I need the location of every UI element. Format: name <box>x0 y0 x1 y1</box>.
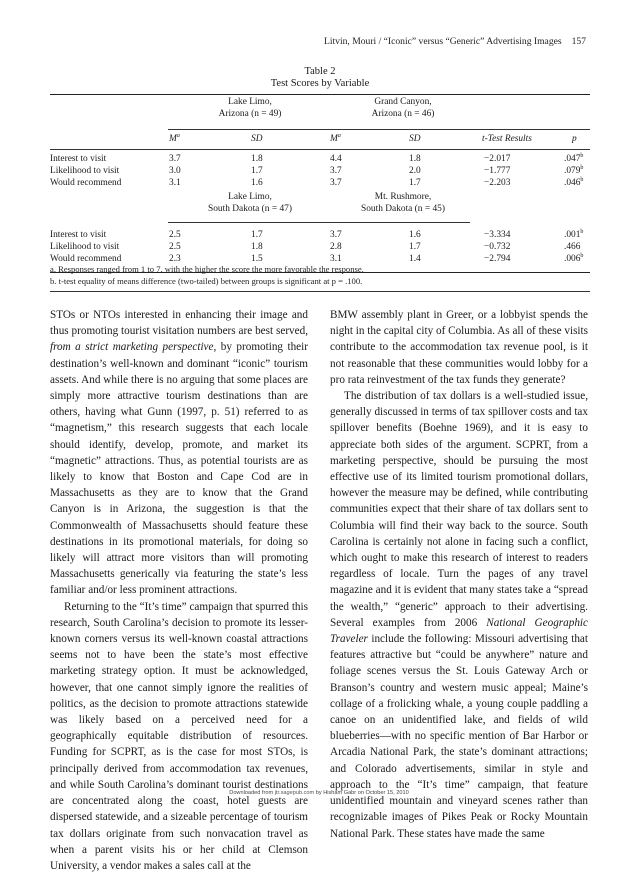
m2-value: 2.8 <box>330 242 342 252</box>
col-m1: $M^a$ <box>169 132 180 144</box>
sd1-value: 1.5 <box>251 254 263 264</box>
m1-value: 2.3 <box>169 254 181 264</box>
paragraph: The distribution of tax dollars is a well-studied issue, generally discussed in terms of tax spillover costs and tax spillover benefits (Boehne 1969), and it is easy to appreciate both sides of the argument. SCPRT, from a marketing perspective, should be pursuing the most effective use of its limited tourism promotional dollars, however the measure may be defined, while contributing communities expect that their share of tax dollars sent to Columbia will find their way back to the source. South Carolina is certainly not alone in facing such a conflict, which ought to make this research of interest to readers regardless of locale. Turn the pages of any travel magazine and it is evident that many states take a “spread the wealth,” “generic” approach to their advertising. Several examples from 2006 National Geographic Traveler include the following: Missouri advertising that features attractive but “could be anywhere” nature and foliage scenes versus the St. Louis Gateway Arch or Branson’s country and western music appeal; Maine’s collage of a frolicking whale, a young couple paddling a canoe on an unidentified lake, and fields of wild blueberries—with no specific mention of Bar Harbor or Arcadia National Park, the state’s dominant attractions; and Colorado advertisements, similar in style and approach to the “It’s time” campaign, that feature unidentified mountain and vineyard scenes rather than recognizable images of Pikes Peak or Rocky Mountain National Park. These states have made the same <box>330 390 588 840</box>
table-notes <box>50 264 610 287</box>
row-label: Would recommend <box>50 254 122 264</box>
t-value: −2.203 <box>484 178 511 188</box>
p-value: .006$^b$ <box>564 252 584 264</box>
t-value: −3.334 <box>484 230 511 240</box>
m2-value: 3.7 <box>330 166 342 176</box>
group1-left-sub: Arizona (n = 49) <box>218 109 282 119</box>
group1-right-sub: Arizona (n = 46) <box>371 109 435 119</box>
page-number: 157 <box>571 36 586 47</box>
m2-value: 3.1 <box>330 254 342 264</box>
m2-value: 4.4 <box>330 154 342 164</box>
sd1-value: 1.8 <box>251 242 263 252</box>
row-label: Likelihood to visit <box>50 242 120 252</box>
col-sd2: SD <box>409 134 421 144</box>
group1-right-name: Grand Canyon, <box>374 97 432 107</box>
m1-value: 3.7 <box>169 154 181 164</box>
sd2-value: 2.0 <box>409 166 421 176</box>
group1-rows <box>50 150 590 190</box>
notes-rule <box>50 291 590 292</box>
group2-left-sub: South Dakota (n = 47) <box>208 204 292 214</box>
column-header-row <box>50 129 590 147</box>
group1-header <box>50 95 590 129</box>
row-label: Interest to visit <box>50 154 107 164</box>
p-value: .046$^b$ <box>564 176 584 188</box>
group2-rows <box>50 222 590 266</box>
m1-value: 2.5 <box>169 242 181 252</box>
body-column-left <box>50 307 308 874</box>
sd1-value: 1.7 <box>251 166 263 176</box>
group2-header <box>50 190 590 222</box>
table-note-a: a. Responses ranged from 1 to 7, with the higher the score the more favorable the response. <box>50 264 364 274</box>
col-p: p <box>572 134 577 144</box>
paragraph: Returning to the “It’s time” campaign that spurred this research, South Carolina’s decision to promote its lesser-known corners versus its well-known coastal attractions seems not to have been the state’s most effective marketing strategy option. It must be acknowledged, however, that one cannot simply ignore the realities of politics, as the decision to promote attractions statewide was likely based on a perceived need for a geographically equitable distribution of resources. Funding for SCPRT, as is the case for most STOs, is principally derived from accommodation tax revenues, and while South Carolina’s dominant tourist destinations are concentrated along the coast, hotel guests are dispersed statewide, and a sizeable percentage of tourism tax dollars originate from such nonvacation travel as when a parent visits his or her child at Clemson University, a vendor makes a sales call at the <box>50 600 308 872</box>
sd2-value: 1.8 <box>409 154 421 164</box>
sd2-value: 1.4 <box>409 254 421 264</box>
t-value: −2.794 <box>484 254 511 264</box>
sd1-value: 1.6 <box>251 178 263 188</box>
sd2-value: 1.7 <box>409 178 421 188</box>
table-title: Test Scores by Variable <box>270 78 370 89</box>
m1-value: 3.0 <box>169 166 181 176</box>
t-value: −1.777 <box>484 166 511 176</box>
group2-right-sub: South Dakota (n = 45) <box>361 204 445 214</box>
sd2-value: 1.6 <box>409 230 421 240</box>
row-label: Interest to visit <box>50 230 107 240</box>
t-value: −0.732 <box>484 242 511 252</box>
p-value: .001$^b$ <box>564 228 584 240</box>
sd1-value: 1.7 <box>251 230 263 240</box>
col-sd1: SD <box>251 134 263 144</box>
source-link[interactable]: jtr.sagepub.com <box>274 790 315 796</box>
p-value: .079$^b$ <box>564 164 584 176</box>
sd1-value: 1.8 <box>251 154 263 164</box>
m2-value: 3.7 <box>330 178 342 188</box>
group2-right-name: Mt. Rushmore, <box>374 192 432 202</box>
col-m2: $M^a$ <box>330 132 341 144</box>
m1-value: 3.1 <box>169 178 181 188</box>
download-footer: Downloaded from jtr.sagepub.com by Hisham Gabr on October 15, 2010 <box>229 790 409 796</box>
row-label: Would recommend <box>50 178 122 188</box>
running-head-title: Litvin, Mouri / “Iconic” versus “Generic” Advertising Images <box>323 36 562 47</box>
table-label: Table 2 <box>304 66 336 77</box>
t-value: −2.017 <box>484 154 511 164</box>
table-2 <box>50 66 590 273</box>
col-t: t-Test Results <box>482 134 532 144</box>
m2-value: 3.7 <box>330 230 342 240</box>
sd2-value: 1.7 <box>409 242 421 252</box>
m1-value: 2.5 <box>169 230 181 240</box>
body-column-right <box>330 307 588 842</box>
paragraph: STOs or NTOs interested in enhancing their image and thus promoting tourist visitation numbers are best served, from a strict marketing perspective, by promoting their destination’s well-known and dominant “iconic” tourism assets. And while there is no arguing that some places are simply more attractive tourism destinations than are others, having what Gunn (1997, p. 51) referred to as “magnetism,” this research suggests that each locale should identify, develop, promote, and market its “magnetic” attractions. Thus, as potential tourists are as likely to know that Boston and Cape Cod are in Massachusetts as they are to know that the Grand Canyon is in Arizona, the suggestion is that the Commonwealth of Massachusetts should feature these destinations in its promotional materials, for doing so likely will attract more visitors than will promoting Massachusetts generically via featuring the state’s less familiar and/or less prominent attractions. <box>50 309 308 597</box>
table-note-b: b. t-test equality of means difference (two-tailed) between groups is significant at p = .100. <box>50 275 363 286</box>
paragraph: BMW assembly plant in Greer, or a lobbyist spends the night in the capital city of Columbia. As all of these visits contribute to the accommodation tax revenue pool, is it not reasonable that these communities would lobby for a pro rata reinvestment of the tax funds they generate? <box>330 309 588 386</box>
group1-left-name: Lake Limo, <box>228 97 272 107</box>
running-head <box>324 36 586 47</box>
p-value: .047$^b$ <box>564 152 584 164</box>
p-value: .466 <box>564 242 581 252</box>
group2-left-name: Lake Limo, <box>228 192 272 202</box>
row-label: Likelihood to visit <box>50 166 120 176</box>
